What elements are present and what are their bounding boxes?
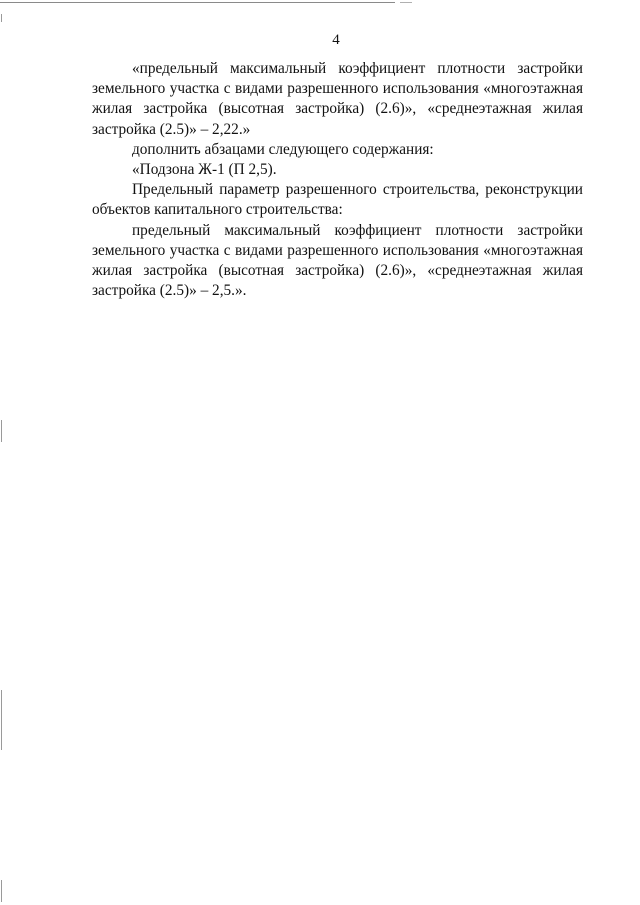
scan-top-edge-line-fragment: [400, 2, 412, 3]
scan-left-edge-mark: [1, 690, 2, 750]
page-number: 4: [332, 32, 340, 48]
paragraph-subzone-heading: «Подзона Ж-1 (П 2,5).: [132, 161, 277, 179]
document-body: [92, 59, 583, 301]
paragraph-density-coefficient-2-22: «предельный максимальный коэффициент плотности застройки земельного участка с видами разрешенного использования «многоэтажная жилая застройка (высотная застройка) (2.6)», «среднеэтажная жилая застройка (2.5)» – 2,22.»: [92, 60, 583, 138]
paragraph-density-coefficient-2-5: предельный максимальный коэффициент плотности застройки земельного участка с видами разрешенного использования «многоэтажная жилая застройка (высотная застройка) (2.6)», «среднеэтажная жилая застройка (2.5)» – 2,5.».: [92, 221, 583, 300]
paragraph-construction-parameter: Предельный параметр разрешенного строительства, реконструкции объектов капитального строительства:: [92, 181, 583, 219]
scan-left-edge-mark: [1, 420, 2, 442]
paragraph-add-clauses: дополнить абзацами следующего содержания:: [132, 140, 434, 158]
scan-left-edge-mark: [1, 14, 2, 22]
scan-top-edge-line: [0, 2, 395, 3]
scan-left-edge-mark: [1, 880, 2, 902]
